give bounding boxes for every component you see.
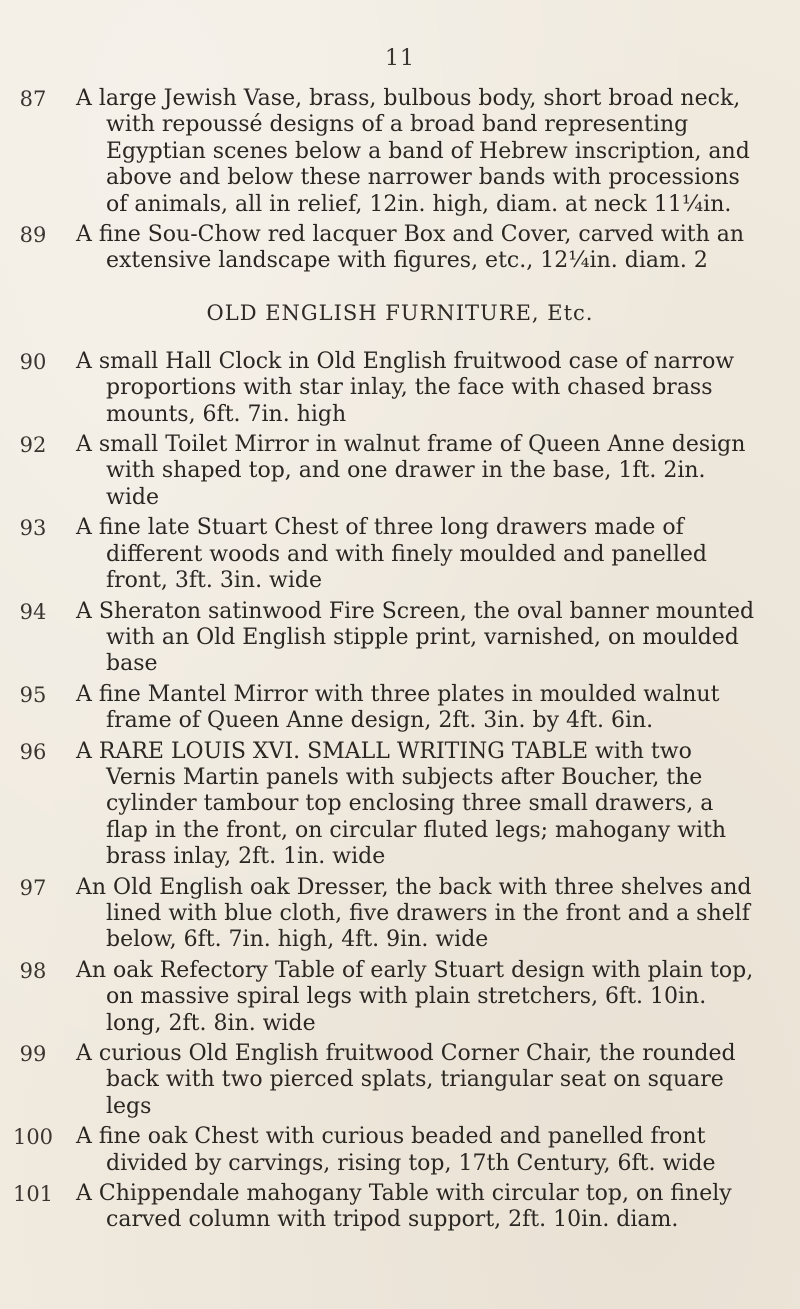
lot-item <box>19 1041 760 1120</box>
lot-item <box>19 957 760 1037</box>
lot-number: 93 <box>19 516 47 541</box>
lot-item <box>19 598 760 678</box>
lot-description: A RARE LOUIS XVI. SMALL WRITING TABLE with two Vernis Martin panels with subjects after Boucher, the cylinder tambour top enclosing three small drawers, a flap in the front, on circular fluted legs; mahogany with brass inlay, 2ft. 1in. wide <box>76 738 727 870</box>
lot-description: An oak Refectory Table of early Stuart design with plain top, on massive spiral legs with plain stretchers, 6ft. 10in. long, 2ft. 8in. wide <box>76 957 754 1036</box>
lot-description: A small Toilet Mirror in walnut frame of Queen Anne design with shaped top, and one drawer in the base, 1ft. 2in. wide <box>76 432 746 510</box>
lot-number: 89 <box>19 223 47 248</box>
lot-description: A Chippendale mahogany Table with circular top, on finely carved column with tripod support, 2ft. 10in. diam. <box>76 1181 732 1233</box>
lot-number: 94 <box>19 599 47 624</box>
lot-description: A curious Old English fruitwood Corner Chair, the rounded back with two pierced splats, triangular seat on square legs <box>76 1041 736 1119</box>
lot-item <box>19 681 760 735</box>
lot-description: A fine Sou-Chow red lacquer Box and Cover, carved with an extensive landscape with figures, etc., 12¼in. diam. 2 <box>76 222 745 274</box>
lot-number: 98 <box>19 958 47 983</box>
lot-list <box>12 86 760 1238</box>
lot-number: 100 <box>12 1125 54 1150</box>
lot-item <box>19 874 760 954</box>
lot-number: 90 <box>19 349 47 374</box>
lot-item <box>19 348 760 428</box>
lot-item <box>19 515 760 594</box>
lot-number: 97 <box>19 875 47 900</box>
lot-item <box>12 1181 760 1234</box>
lot-description: A fine Mantel Mirror with three plates in moulded walnut frame of Queen Anne design, 2ft. 3in. by 4ft. 6in. <box>76 681 720 734</box>
lot-number: 92 <box>19 433 47 458</box>
lot-number: 101 <box>12 1182 54 1207</box>
lot-description: An Old English oak Dresser, the back with three shelves and lined with blue cloth, five drawers in the front and a shelf below, 6ft. 7in. high, 4ft. 9in. wide <box>76 874 752 953</box>
page-number: 11 <box>385 46 415 71</box>
lot-item <box>19 86 760 218</box>
lot-item <box>19 432 760 511</box>
lot-number: 95 <box>19 682 47 707</box>
lot-description: A Sheraton satinwood Fire Screen, the oval banner mounted with an Old English stipple print, varnished, on moulded base <box>76 598 755 677</box>
lot-description: A small Hall Clock in Old English fruitwood case of narrow proportions with star inlay, the face with chased brass mounts, 6ft. 7in. high <box>76 348 735 427</box>
lot-description: A large Jewish Vase, brass, bulbous body, short broad neck, with repoussé designs of a broad band representing Egyptian scenes below a band of Hebrew inscription, and above and below these narrower bands with processions of animals, all in relief, 12in. high, diam. at neck 11¼in. <box>76 86 750 217</box>
lot-item <box>19 222 760 275</box>
lot-description: A fine oak Chest with curious beaded and panelled front divided by carvings, rising top, 17th Century, 6ft. wide <box>76 1124 716 1176</box>
lot-number: 99 <box>19 1042 47 1066</box>
lot-item <box>19 738 760 871</box>
lot-number: 96 <box>19 739 47 764</box>
lot-description: A fine late Stuart Chest of three long drawers made of different woods and with finely moulded and panelled front, 3ft. 3in. wide <box>76 515 707 594</box>
section-heading: OLD ENGLISH FURNITURE, Etc. <box>206 300 594 325</box>
lot-number: 87 <box>19 87 47 111</box>
lot-item <box>12 1124 760 1177</box>
